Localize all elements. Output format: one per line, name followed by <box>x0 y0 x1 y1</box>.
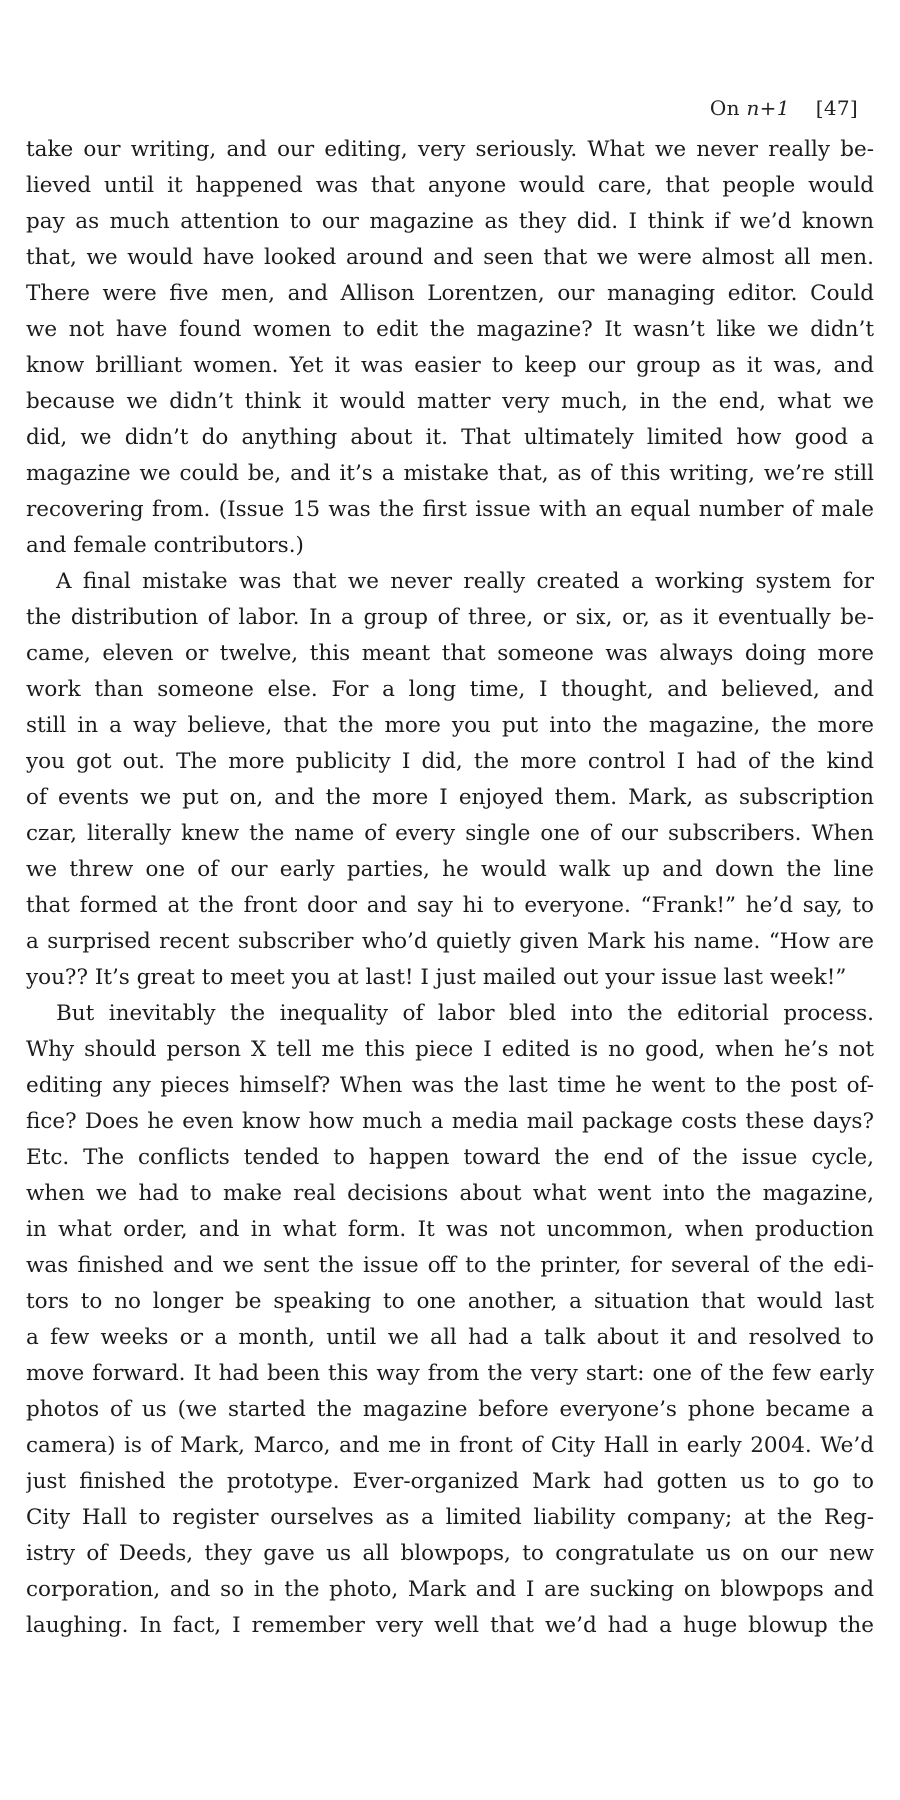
text-line: istry of Deeds, they gave us all blowpops, to congratulate us on our new <box>26 1541 874 1566</box>
text-line: magazine we could be, and it’s a mistake that, as of this writing, we’re still <box>26 461 874 486</box>
text-line: laughing. In fact, I remember very well that we’d had a huge blowup the <box>26 1613 874 1638</box>
text-line: work than someone else. For a long time, I thought, and believed, and <box>26 677 874 702</box>
text-line: corporation, and so in the photo, Mark and I are sucking on blowpops and <box>26 1577 874 1602</box>
text-line: and female contributors.) <box>26 533 304 558</box>
text-line: when we had to make real decisions about what went into the magazine, <box>26 1181 874 1206</box>
text-line: that, we would have looked around and seen that we were almost all men. <box>26 245 874 270</box>
text-line: tors to no longer be speaking to one another, a situation that would last <box>26 1289 874 1314</box>
text-line: camera) is of Mark, Marco, and me in front of City Hall in early 2004. We’d <box>26 1433 874 1458</box>
text-line: There were five men, and Allison Lorentzen, our managing editor. Could <box>26 281 874 306</box>
running-head-title <box>710 96 790 120</box>
text-line: the distribution of labor. In a group of three, or six, or, as it eventually be- <box>26 605 874 630</box>
body-text <box>26 132 874 1644</box>
text-line: A final mistake was that we never really created a working system for <box>56 569 874 594</box>
text-line: we threw one of our early parties, he would walk up and down the line <box>26 857 874 882</box>
running-head-title-italic: n+1 <box>746 96 790 120</box>
text-line: recovering from. (Issue 15 was the first issue with an equal number of male <box>26 497 874 522</box>
text-line: was finished and we sent the issue off to the printer, for several of the edi- <box>26 1253 874 1278</box>
text-line: in what order, and in what form. It was not uncommon, when production <box>26 1217 874 1242</box>
text-line: because we didn’t think it would matter very much, in the end, what we <box>26 389 874 414</box>
page-number: [47] <box>815 96 858 120</box>
running-head <box>710 96 858 120</box>
text-line: a surprised recent subscriber who’d quietly given Mark his name. “How are <box>26 929 874 954</box>
text-line: still in a way believe, that the more you put into the magazine, the more <box>26 713 874 738</box>
text-line: editing any pieces himself? When was the last time he went to the post of- <box>26 1073 874 1098</box>
text-line: you?? It’s great to meet you at last! I just mailed out your issue last week!” <box>26 965 847 990</box>
text-line: a few weeks or a month, until we all had a talk about it and resolved to <box>26 1325 874 1350</box>
text-line: we not have found women to edit the magazine? It wasn’t like we didn’t <box>26 317 874 342</box>
text-line: just finished the prototype. Ever-organized Mark had gotten us to go to <box>26 1469 874 1494</box>
text-line: did, we didn’t do anything about it. That ultimately limited how good a <box>26 425 874 450</box>
text-line: of events we put on, and the more I enjoyed them. Mark, as subscription <box>26 785 874 810</box>
text-line: lieved until it happened was that anyone would care, that people would <box>26 173 874 198</box>
text-line: fice? Does he even know how much a media mail package costs these days? <box>26 1109 874 1134</box>
text-line: But inevitably the inequality of labor bled into the editorial process. <box>56 1001 874 1026</box>
text-line: pay as much attention to our magazine as they did. I think if we’d known <box>26 209 874 234</box>
text-line: City Hall to register ourselves as a limited liability company; at the Reg- <box>26 1505 874 1530</box>
text-line: czar, literally knew the name of every single one of our subscribers. When <box>26 821 874 846</box>
text-line: Etc. The conflicts tended to happen toward the end of the issue cycle, <box>26 1145 874 1170</box>
text-line: take our writing, and our editing, very seriously. What we never really be- <box>26 137 874 162</box>
text-line: move forward. It had been this way from the very start: one of the few early <box>26 1361 874 1386</box>
running-head-prefix: On <box>709 96 740 120</box>
text-line: you got out. The more publicity I did, the more control I had of the kind <box>26 749 874 774</box>
text-line: came, eleven or twelve, this meant that someone was always doing more <box>26 641 874 666</box>
text-line: Why should person X tell me this piece I edited is no good, when he’s not <box>26 1037 874 1062</box>
text-line: that formed at the front door and say hi to everyone. “Frank!” he’d say, to <box>26 893 874 918</box>
text-line: know brilliant women. Yet it was easier to keep our group as it was, and <box>26 353 874 378</box>
text-line: photos of us (we started the magazine before everyone’s phone became a <box>26 1397 874 1422</box>
